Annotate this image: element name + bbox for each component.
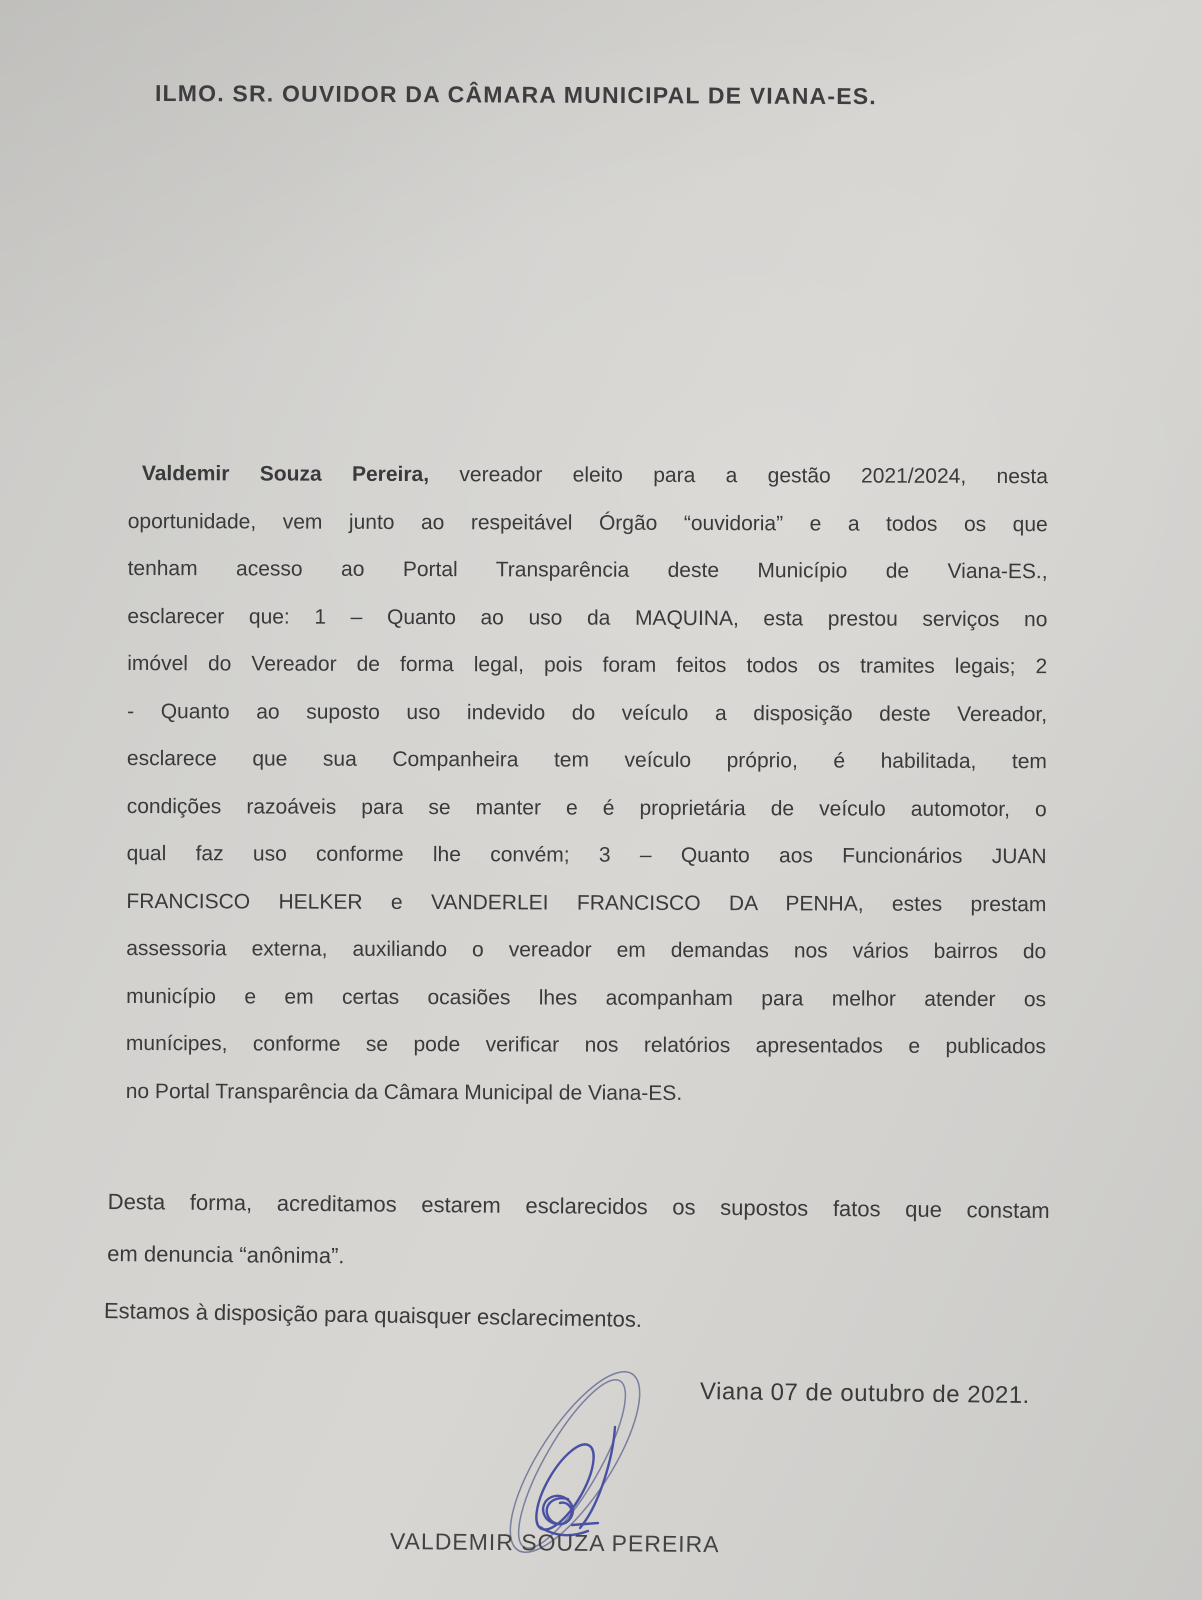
text-line: município e em certas ocasiões lhes acompanham para melhor atender os (126, 984, 1047, 1011)
document-heading: ILMO. SR. OUVIDOR DA CÂMARA MUNICIPAL DE VIANA-ES. (154, 80, 877, 110)
availability-line: Estamos à disposição para quaisquer esclarecimentos. (103, 1298, 643, 1332)
closing-paragraph (107, 1176, 1050, 1289)
body-lines (126, 497, 1048, 1118)
text-line: em denuncia “anônima”. (107, 1240, 345, 1269)
date-line: Viana 07 de outubro de 2021. (699, 1378, 1030, 1410)
text-line: tenham acesso ao Portal Transparência deste Município de Viana-ES., (127, 556, 1048, 584)
text-line: FRANCISCO HELKER e VANDERLEI FRANCISCO DA PENHA, estes prestam (126, 889, 1047, 916)
text-line: assessoria externa, auxiliando o vereador em demandas nos vários bairros do (126, 936, 1047, 964)
text-line: condições razoáveis para se manter e é proprietária de veículo automotor, o (126, 794, 1047, 821)
body-first-line-rest: vereador eleito para a gestão 2021/2024, nesta (459, 463, 1048, 489)
text-line: qual faz uso conforme lhe convém; 3 – Quanto aos Funcionários JUAN (126, 841, 1047, 869)
signatory-name: VALDEMIR SOUZA PEREIRA (389, 1528, 720, 1558)
text-line: oportunidade, vem junto ao respeitável Órgão “ouvidoria” e a todos os que (127, 509, 1048, 536)
text-line: Desta forma, acreditamos estarem esclarecidos os supostos fatos que constam (107, 1188, 1050, 1224)
text-line: imóvel do Vereador de forma legal, pois foram feitos todos os tramites legais; 2 (127, 651, 1048, 679)
text-line: no Portal Transparência da Câmara Municipal de Viana-ES. (125, 1079, 683, 1105)
text-line: - Quanto ao suposto uso indevido do veículo a disposição deste Vereador, (127, 699, 1048, 726)
author-name-lead: Valdemir Souza Pereira, (141, 462, 430, 487)
text-line: esclarecer que: 1 – Quanto ao uso da MAQUINA, esta prestou serviços no (127, 604, 1048, 631)
body-first-line (128, 450, 1048, 501)
body-paragraph (126, 450, 1048, 1118)
text-line: munícipes, conforme se pode verificar nos relatórios apresentados e publicados (125, 1031, 1046, 1059)
text-line: esclarece que sua Companheira tem veículo próprio, é habilitada, tem (126, 746, 1047, 774)
